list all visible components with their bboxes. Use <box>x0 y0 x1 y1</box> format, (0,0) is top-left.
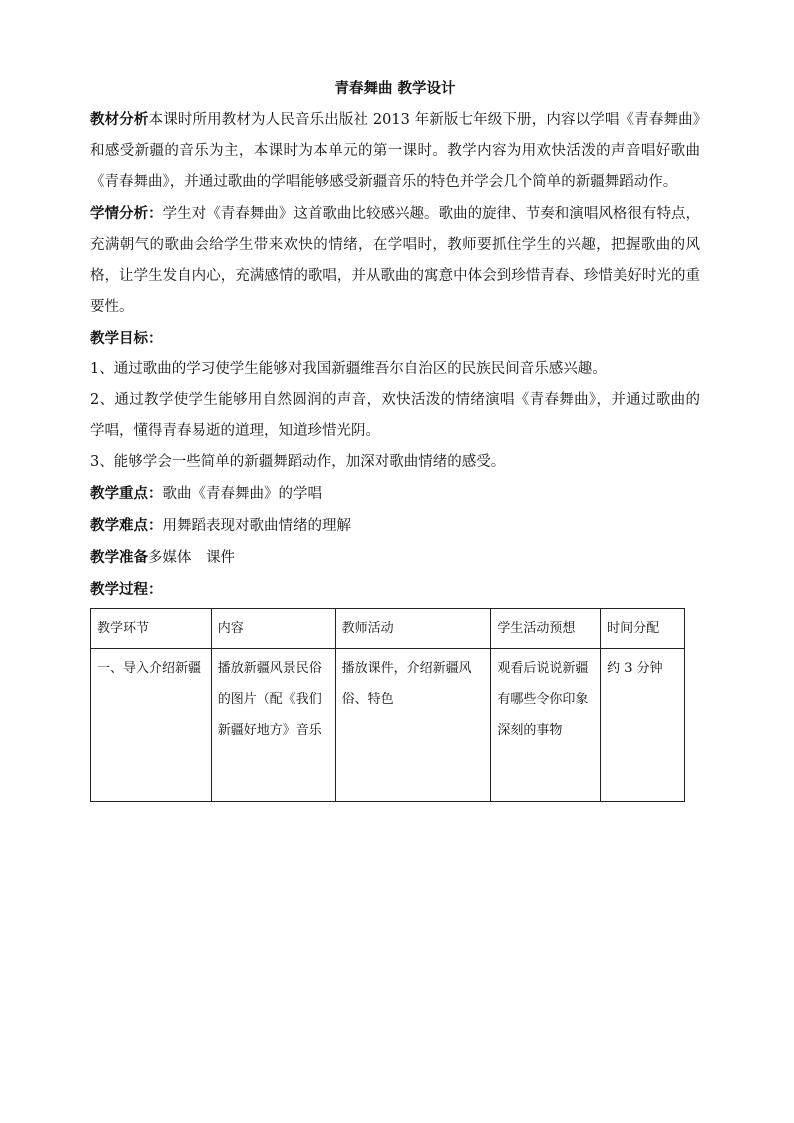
table-cell-content: 播放新疆风景民俗的图片（配《我们新疆好地方》音乐 <box>211 649 335 802</box>
textbook-analysis <box>90 104 700 198</box>
document-title: 青春舞曲 教学设计 <box>334 80 456 97</box>
difficulty-label: 教学难点： <box>90 517 163 534</box>
learner-analysis <box>90 198 700 323</box>
table-header-cell: 时间分配 <box>601 609 685 649</box>
goal-item-1: 1、通过歌曲的学习使学生能够对我国新疆维吾尔自治区的民族民间音乐感兴趣。 <box>90 361 607 377</box>
learner-analysis-text: 学生对《青春舞曲》这首歌曲比较感兴趣。歌曲的旋律、节奏和演唱风格很有特点，充满朝气的歌曲会给学生带来欢快的情绪，在学唱时，教师要抓住学生的兴趣，把握歌曲的风格，让学生发自内心，充满感情的歌唱，并从歌曲的寓意中体会到珍惜青春、珍惜美好时光的重要性。 <box>90 206 700 315</box>
textbook-analysis-label: 教材分析 <box>90 111 149 128</box>
table-cell-teacher-activity: 播放课件，介绍新疆风俗、特色 <box>335 649 491 802</box>
table-cell-stage: 一、导入介绍新疆 <box>91 649 212 802</box>
goal-item-3: 3、能够学会一些简单的新疆舞蹈动作，加深对歌曲情绪的感受。 <box>90 454 506 470</box>
table-cell-time: 约 3 分钟 <box>601 649 685 802</box>
lesson-process-table <box>90 608 685 802</box>
difficulty <box>90 510 700 542</box>
key-point <box>90 478 700 510</box>
key-point-text: 歌曲《青春舞曲》的学唱 <box>162 486 322 502</box>
learner-analysis-label: 学情分析： <box>90 205 163 222</box>
preparation <box>90 542 700 574</box>
document-page <box>90 78 700 802</box>
difficulty-text: 用舞蹈表现对歌曲情绪的理解 <box>162 518 351 534</box>
preparation-label: 教学准备 <box>90 549 148 566</box>
table-header-cell: 学生活动预想 <box>491 609 601 649</box>
goal-item-2: 2、通过教学使学生能够用自然圆润的声音，欢快活泼的情绪演唱《青春舞曲》，并通过歌曲的学唱，懂得青春易逝的道理，知道珍惜光阴。 <box>90 392 700 439</box>
table-header-cell: 教师活动 <box>335 609 491 649</box>
preparation-text: 多媒体 课件 <box>148 550 235 566</box>
process-heading: 教学过程： <box>90 581 163 598</box>
key-point-label: 教学重点： <box>90 485 163 502</box>
goals-heading: 教学目标： <box>90 330 163 347</box>
textbook-analysis-text: 本课时所用教材为人民音乐出版社 2013 年新版七年级下册，内容以学唱《青春舞曲》和感受新疆的音乐为主，本课时为本单元的第一课时。教学内容为用欢快活泼的声音唱好歌曲《青春舞曲》，并通过歌曲的学唱能够感受新疆音乐的特色并学会几个简单的新疆舞蹈动作。 <box>90 112 700 190</box>
table-row <box>91 649 685 802</box>
table-header-cell: 教学环节 <box>91 609 212 649</box>
table-header-cell: 内容 <box>211 609 335 649</box>
table-header-row <box>91 609 685 649</box>
table-cell-student-activity: 观看后说说新疆有哪些令你印象深刻的事物 <box>491 649 601 802</box>
